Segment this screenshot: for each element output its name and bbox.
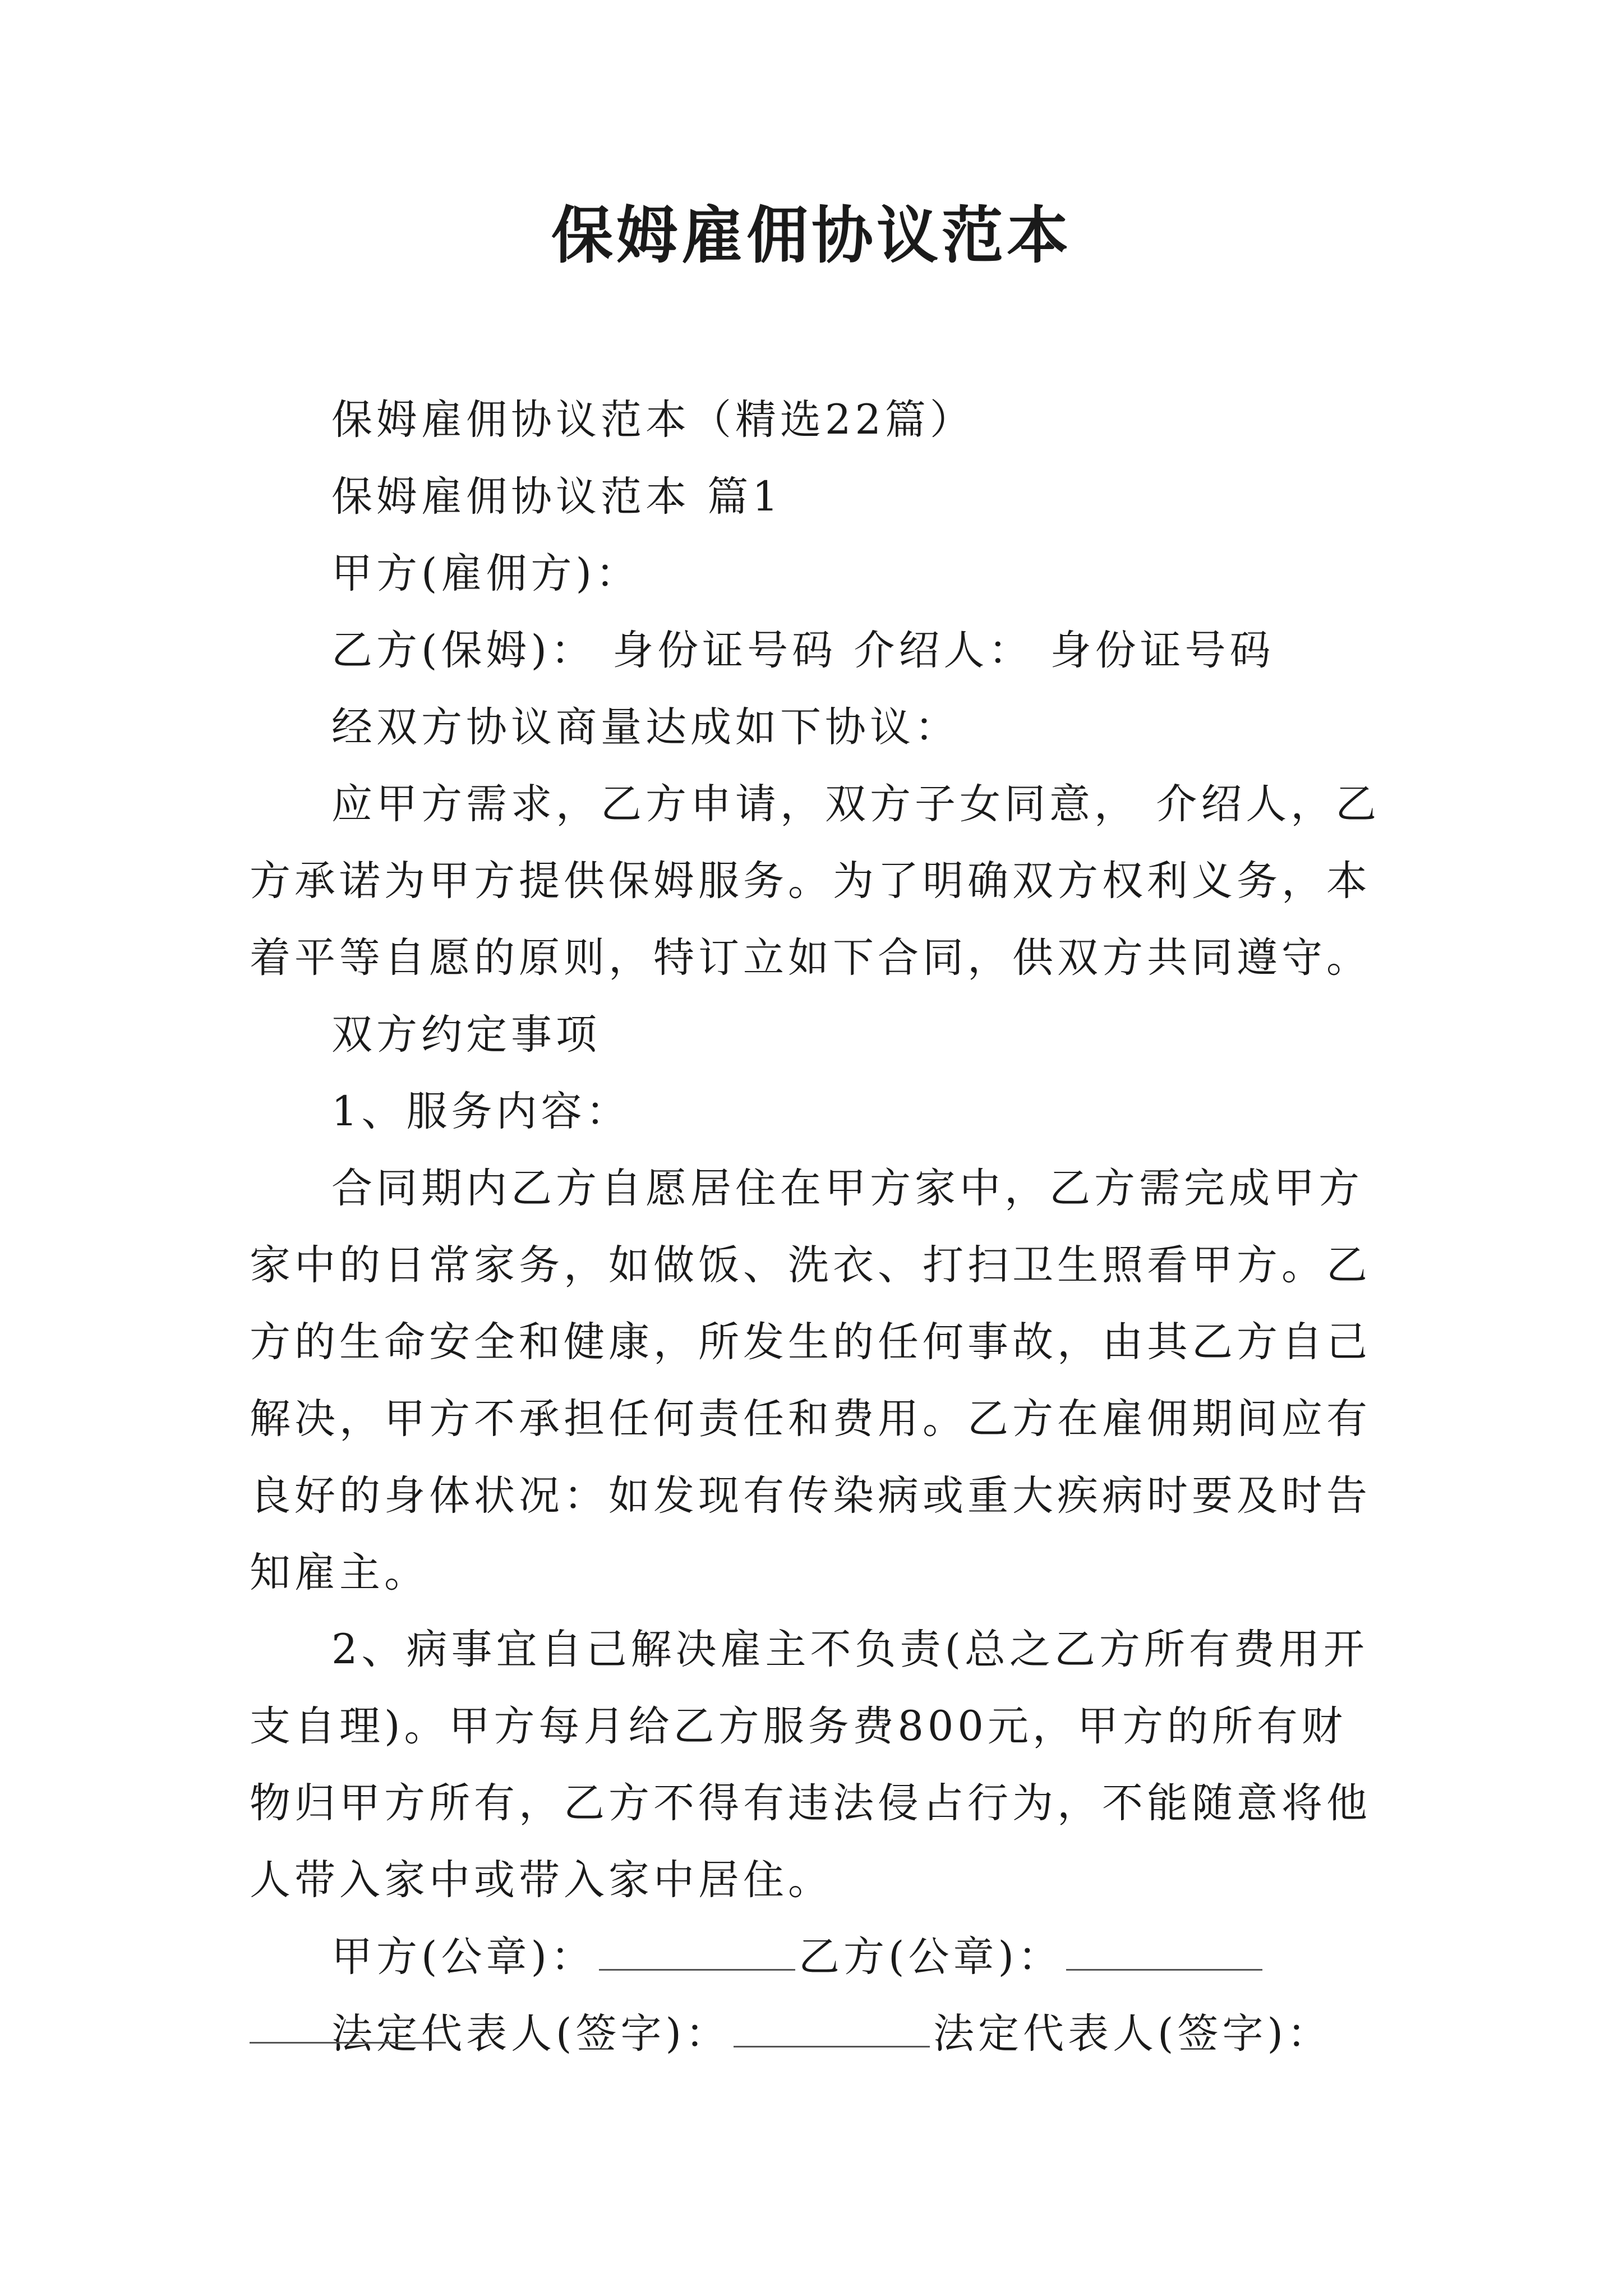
paragraph: 甲方(雇佣方)： <box>331 550 640 597</box>
legal-rep-b-blank <box>250 2042 446 2044</box>
party-a-seal-blank <box>599 1935 795 1971</box>
party-b-seal-label: 乙方(公章)： <box>798 1933 1063 1981</box>
party-a-seal-label: 甲方(公章)： <box>331 1933 596 1981</box>
paragraph: 双方约定事项 <box>331 1011 601 1059</box>
paragraph: 经双方协议商量达成如下协议： <box>331 703 960 751</box>
paragraph: 应甲方需求，乙方申请，双方子女同意， 介绍人，乙方承诺为甲方提供保姆服务。为了明确双方权利义务，本着平等自愿的原则，特订立如下合同，供双方共同遵守。 <box>250 780 1381 982</box>
legal-rep-a-blank <box>734 2012 930 2047</box>
document-body <box>250 381 1388 2072</box>
legal-rep-line <box>250 1995 1388 2072</box>
paragraph: 合同期内乙方自愿居住在甲方家中，乙方需完成甲方家中的日常家务，如做饭、洗衣、打扫卫生照看甲方。乙方的生命安全和健康，所发生的任何事故，由其乙方自己解决，甲方不承担任何责任和费用。乙方在雇佣期间应有良好的身体状况：如发现有传染病或重大疾病时要及时告知雇主。 <box>250 1165 1371 1596</box>
paragraph: 保姆雇佣协议范本 篇1 <box>331 473 782 521</box>
paragraph: 2、病事宜自己解决雇主不负责(总之乙方所有费用开支自理)。甲方每月给乙方服务费800元，甲方的所有财物归甲方所有，乙方不得有违法侵占行为，不能随意将他人带入家中或带入家中居住。 <box>250 1626 1371 1904</box>
seal-line <box>250 1918 1388 1995</box>
party-b-seal-blank <box>1066 1935 1262 1971</box>
paragraph: 1、服务内容： <box>331 1088 631 1135</box>
legal-rep-b-label: 法定代表人(签字)： <box>933 2010 1332 2058</box>
document-title: 保姆雇佣协议范本 <box>551 199 1072 272</box>
legal-rep-a-label: 法定代表人(签字)： <box>331 2010 730 2058</box>
paragraph: 保姆雇佣协议范本（精选22篇） <box>331 396 975 444</box>
paragraph: 乙方(保姆)： 身份证号码 介绍人： 身份证号码 <box>331 627 1275 674</box>
